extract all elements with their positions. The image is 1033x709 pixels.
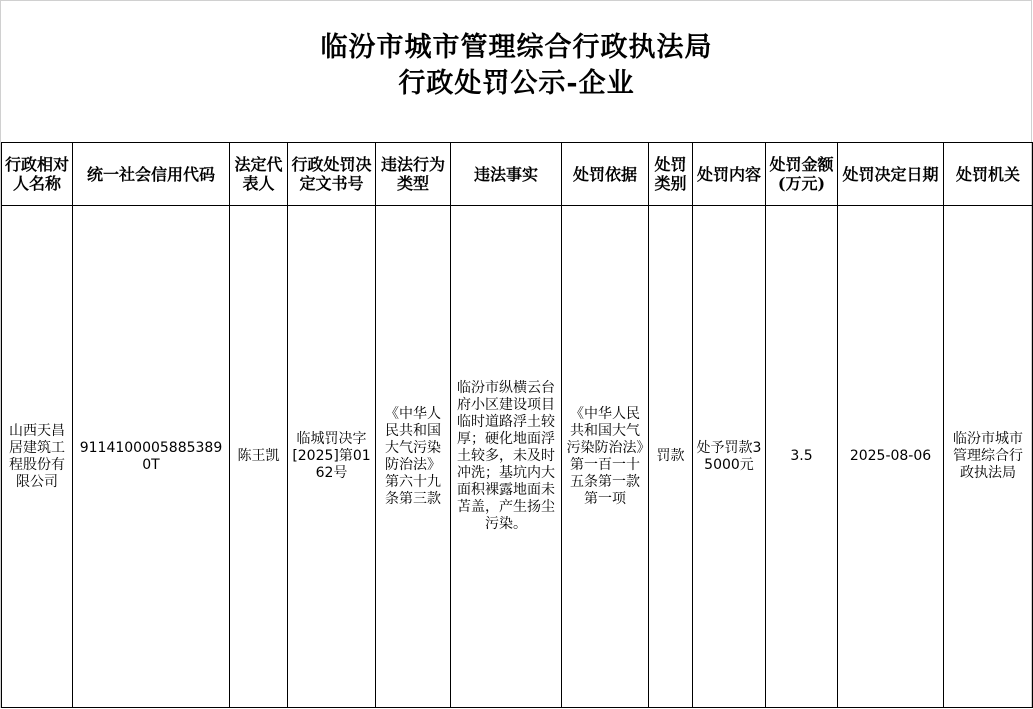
col-header-credit-code: 统一社会信用代码 xyxy=(73,143,230,206)
cell-category: 罚款 xyxy=(649,206,693,708)
cell-doc-no: 临城罚决字[2025]第0162号 xyxy=(288,206,376,708)
cell-violation-type: 《中华人民共和国大气污染防治法》第六十九条第三款 xyxy=(376,206,451,708)
cell-legal-rep: 陈王凯 xyxy=(230,206,288,708)
col-header-date: 处罚决定日期 xyxy=(838,143,944,206)
cell-amount: 3.5 xyxy=(766,206,838,708)
col-header-content: 处罚内容 xyxy=(693,143,766,206)
col-header-amount: 处罚金额(万元) xyxy=(766,143,838,206)
col-header-basis: 处罚依据 xyxy=(562,143,649,206)
penalty-table xyxy=(1,142,1033,708)
col-header-doc-no: 行政处罚决定文书号 xyxy=(288,143,376,206)
col-header-party-name: 行政相对人名称 xyxy=(2,143,73,206)
cell-authority: 临汾市城市管理综合行政执法局 xyxy=(944,206,1033,708)
col-header-authority: 处罚机关 xyxy=(944,143,1033,206)
cell-basis: 《中华人民共和国大气污染防治法》第一百一十五条第一款第一项 xyxy=(562,206,649,708)
page-subtitle: 行政处罚公示-企业 xyxy=(398,68,635,99)
title-block xyxy=(0,30,1033,102)
col-header-violation-type: 违法行为类型 xyxy=(376,143,451,206)
cell-date: 2025-08-06 xyxy=(838,206,944,708)
cell-facts: 临汾市纵横云台府小区建设项目临时道路浮土较厚；硬化地面浮土较多，未及时冲洗；基坑内大面积裸露地面未苫盖，产生扬尘污染。 xyxy=(451,206,562,708)
table-row xyxy=(2,206,1033,708)
col-header-facts: 违法事实 xyxy=(451,143,562,206)
table-header-row xyxy=(2,143,1033,206)
col-header-legal-rep: 法定代表人 xyxy=(230,143,288,206)
page-title: 临汾市城市管理综合行政执法局 xyxy=(320,32,713,63)
cell-party-name: 山西天昌居建筑工程股份有限公司 xyxy=(2,206,73,708)
col-header-category: 处罚类别 xyxy=(649,143,693,206)
cell-credit-code: 91141000058853890T xyxy=(73,206,230,708)
cell-content: 处予罚款35000元 xyxy=(693,206,766,708)
